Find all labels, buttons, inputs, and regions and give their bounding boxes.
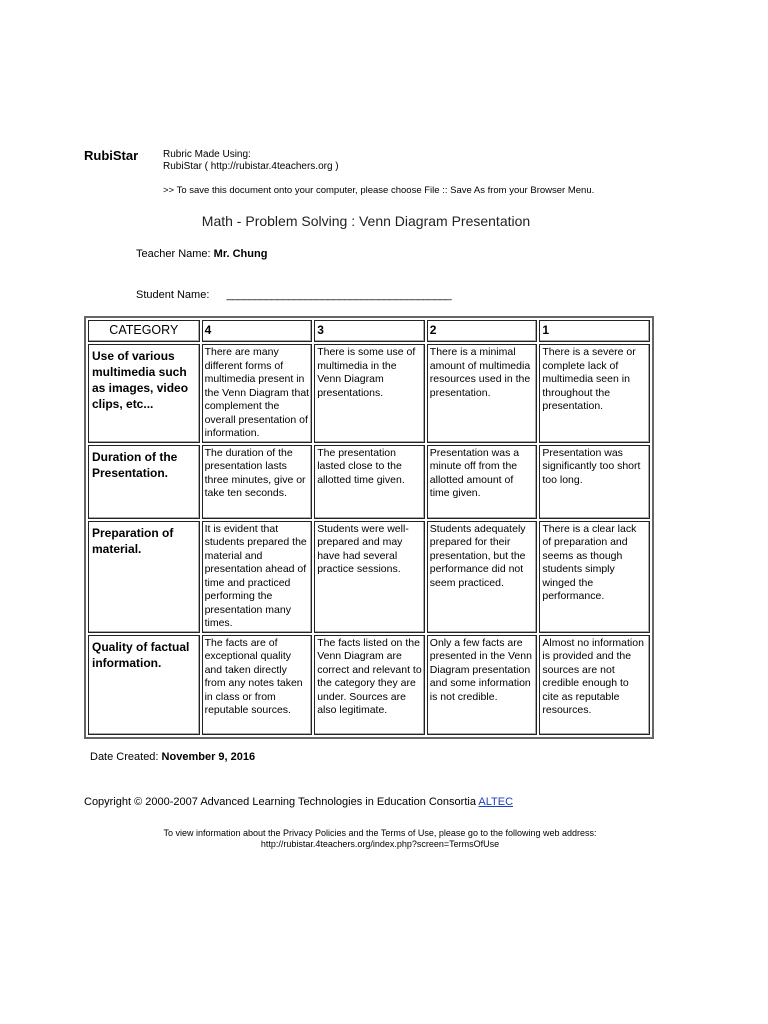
row-category: Preparation of material. xyxy=(88,521,200,633)
made-using-label: Rubric Made Using: xyxy=(163,149,251,160)
table-cell: Only a few facts are presented in the Venn Diagram presentation and some information is not credible. xyxy=(427,635,538,735)
altec-link[interactable]: ALTEC xyxy=(478,796,514,808)
row-category: Quality of factual information. xyxy=(88,635,200,735)
student-name-blank: ________________________________________ xyxy=(226,289,452,301)
teacher-value: Mr. Chung xyxy=(213,248,268,260)
teacher-label: Teacher Name: xyxy=(136,248,211,260)
table-cell: There is a minimal amount of multimedia resources used in the presentation. xyxy=(427,344,538,443)
table-row xyxy=(88,344,650,443)
header-score-1: 1 xyxy=(539,320,650,342)
made-using-source: RubiStar ( http://rubistar.4teachers.org ) xyxy=(163,161,339,172)
row-category: Use of various multimedia such as images, video clips, etc... xyxy=(88,344,200,443)
made-using-note xyxy=(163,149,339,173)
rubric-table xyxy=(84,316,654,739)
header-score-3: 3 xyxy=(314,320,425,342)
table-cell: Students adequately prepared for their presentation, but the performance did not seem practiced. xyxy=(427,521,538,633)
table-cell: Almost no information is provided and the sources are not credible enough to cite as reputable resources. xyxy=(539,635,650,735)
table-cell: There is a clear lack of preparation and seems as though students simply winged the performance. xyxy=(539,521,650,633)
table-row xyxy=(88,445,650,519)
page-title: Math - Problem Solving : Venn Diagram Presentation xyxy=(201,213,531,229)
table-cell: Presentation was significantly too short too long. xyxy=(539,445,650,519)
date-label: Date Created: xyxy=(90,751,159,763)
save-instructions: >> To save this document onto your computer, please choose File :: Save As from your Browser Menu. xyxy=(163,185,595,196)
teacher-name xyxy=(136,248,267,260)
privacy-note xyxy=(0,828,760,850)
table-header-row xyxy=(88,320,650,342)
terms-url: http://rubistar.4teachers.org/index.php?screen=TermsOfUse xyxy=(260,839,500,849)
date-value: November 9, 2016 xyxy=(161,751,256,763)
table-cell: Students were well-prepared and may have had several practice sessions. xyxy=(314,521,425,633)
table-cell: There is a severe or complete lack of multimedia seen in throughout the presentation. xyxy=(539,344,650,443)
header-score-4: 4 xyxy=(202,320,313,342)
student-label: Student Name: xyxy=(136,289,210,301)
table-cell: There is some use of multimedia in the Venn Diagram presentations. xyxy=(314,344,425,443)
table-row xyxy=(88,635,650,735)
table-cell: Presentation was a minute off from the allotted amount of time given. xyxy=(427,445,538,519)
row-category: Duration of the Presentation. xyxy=(88,445,200,519)
brand-name: RubiStar xyxy=(84,148,139,163)
table-row xyxy=(88,521,650,633)
copyright-text: Copyright © 2000-2007 Advanced Learning Technologies in Education Consortia xyxy=(84,796,476,808)
table-cell: It is evident that students prepared the material and presentation ahead of time and practiced performing the presentation many times. xyxy=(202,521,313,633)
copyright-notice xyxy=(84,796,513,808)
table-cell: The facts listed on the Venn Diagram are correct and relevant to the category they are under. Sources are also legitimate. xyxy=(314,635,425,735)
table-cell: There are many different forms of multimedia present in the Venn Diagram that complement the overall presentation of information. xyxy=(202,344,313,443)
header-category: CATEGORY xyxy=(88,320,200,342)
date-created xyxy=(90,751,255,763)
table-cell: The duration of the presentation lasts three minutes, give or take ten seconds. xyxy=(202,445,313,519)
header-score-2: 2 xyxy=(427,320,538,342)
privacy-text: To view information about the Privacy Policies and the Terms of Use, please go to the following web address: xyxy=(163,828,597,838)
table-cell: The facts are of exceptional quality and taken directly from any notes taken in class or from reputable sources. xyxy=(202,635,313,735)
student-name xyxy=(136,289,451,301)
table-cell: The presentation lasted close to the allotted time given. xyxy=(314,445,425,519)
